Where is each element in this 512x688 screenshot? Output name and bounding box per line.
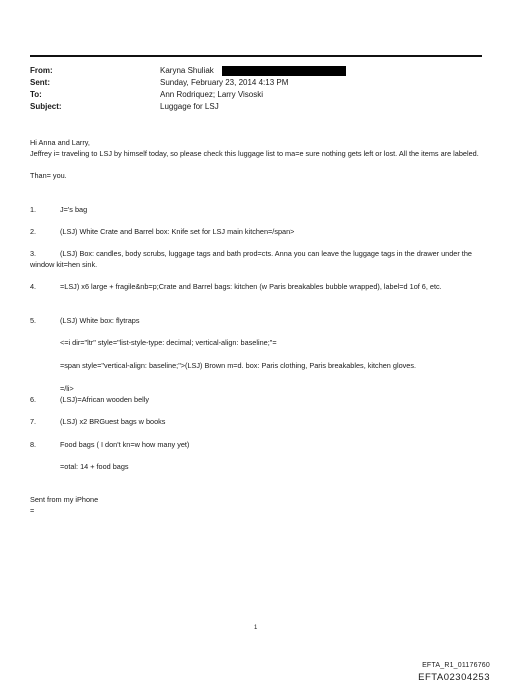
to-label: To: bbox=[30, 90, 42, 99]
item-number: 4. bbox=[30, 282, 37, 291]
list-item: =otal: 14 + food bags bbox=[60, 462, 129, 471]
sent-label: Sent: bbox=[30, 78, 50, 87]
subject-label: Subject: bbox=[30, 102, 62, 111]
list-item: <=i dir="ltr" style="list-style-type: decimal; vertical-align: baseline;"= bbox=[60, 338, 277, 347]
item-number: 6. bbox=[30, 395, 37, 404]
list-item: (LSJ) White box: flytraps bbox=[60, 316, 140, 325]
thanks-line: Than= you. bbox=[30, 171, 67, 180]
item-number: 7. bbox=[30, 417, 37, 426]
list-item-wrapped bbox=[30, 281, 486, 292]
sent-value: Sunday, February 23, 2014 4:13 PM bbox=[160, 78, 289, 87]
list-item: (LSJ) Box: candles, body scrubs, luggage tags and bath prod=cts. Anna you can leave the luggage tags in the drawer under the window kit=hen sink. bbox=[30, 249, 472, 269]
trailer-line: = bbox=[30, 506, 35, 515]
subject-value: Luggage for LSJ bbox=[160, 102, 219, 111]
from-label: From: bbox=[30, 66, 53, 75]
item-number: 2. bbox=[30, 227, 37, 236]
to-value: Ann Rodriquez; Larry Visoski bbox=[160, 90, 264, 99]
bates-stamp-1: EFTA_R1_01176760 bbox=[422, 662, 490, 669]
list-item-wrapped bbox=[30, 248, 486, 270]
list-item: (LSJ) White Crate and Barrel box: Knife set for LSJ main kitchen=/span> bbox=[60, 227, 295, 236]
greeting: Hi Anna and Larry, bbox=[30, 138, 90, 147]
list-item: J='s bag bbox=[60, 205, 88, 214]
list-item: (LSJ)=African wooden belly bbox=[60, 395, 150, 404]
item-number: 8. bbox=[30, 440, 37, 449]
redaction-bar bbox=[222, 66, 346, 76]
list-item: =/li> bbox=[60, 384, 74, 393]
page-number: 1 bbox=[254, 625, 258, 631]
list-item: Food bags ( I don't kn=w how many yet) bbox=[60, 440, 190, 449]
bates-stamp-2: EFTA02304253 bbox=[418, 672, 490, 683]
item-number: 5. bbox=[30, 316, 37, 325]
signature-line: Sent from my iPhone bbox=[30, 495, 99, 504]
item-number: 3. bbox=[30, 249, 37, 258]
list-item: =LSJ) x6 large + fragile&nb=p;Crate and Barrel bags: kitchen (w Paris breakables bubble wrapped), label=d 1of 6, etc. bbox=[60, 282, 442, 291]
item-number: 1. bbox=[30, 205, 37, 214]
from-value: Karyna Shuliak bbox=[160, 66, 214, 75]
list-item: =span style="vertical-align: baseline;">(LSJ) Brown m=d. box: Paris clothing, Paris breakables, kitchen gloves. bbox=[60, 361, 417, 370]
header-rule bbox=[30, 55, 482, 57]
list-item: (LSJ) x2 BRGuest bags w books bbox=[60, 417, 166, 426]
intro-paragraph: Jeffrey i= traveling to LSJ by himself today, so please check this luggage list to ma=e sure nothing gets left or lost. All the items are labeled. bbox=[30, 149, 479, 158]
